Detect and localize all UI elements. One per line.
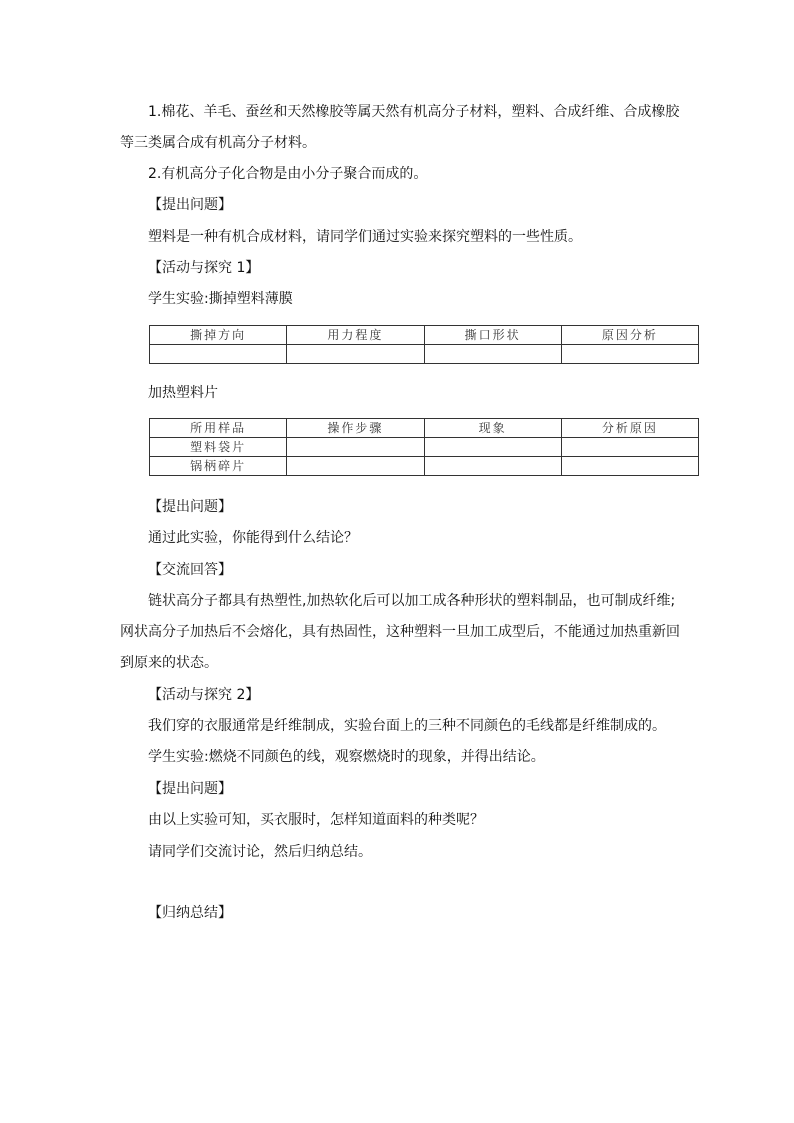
table-header-cell: 分析原因 (561, 419, 698, 438)
table-heat-plastic (149, 418, 699, 476)
table-cell: 塑料袋片 (150, 438, 287, 457)
table-cell[interactable] (561, 457, 698, 476)
table-cell[interactable] (561, 438, 698, 457)
activity-2-line-1: 我们穿的衣服通常是纤维制成，实验台面上的三种不同颜色的毛线都是纤维制成的。 (148, 718, 666, 734)
table-cell[interactable] (287, 438, 424, 457)
answer-line-2: 网状高分子加热后不会熔化，具有热固性，这种塑料一旦加工成型后，不能通过加热重新回 (120, 624, 680, 640)
heading-activity-1: 【活动与探究 1】 (148, 260, 260, 276)
heading-question-1: 【提出问题】 (148, 197, 232, 213)
table-cell[interactable] (150, 345, 287, 364)
heading-summary: 【归纳总结】 (148, 905, 232, 921)
paragraph-1-line-1: 1.棉花、羊毛、蚕丝和天然橡胶等属天然有机高分子材料，塑料、合成纤维、合成橡胶 (148, 104, 680, 120)
heading-question-3: 【提出问题】 (148, 781, 232, 797)
experiment-1-text: 学生实验:撕掉塑料薄膜 (148, 291, 293, 307)
table-row (150, 438, 699, 457)
question-2-text: 通过此实验，你能得到什么结论？ (148, 530, 358, 546)
question-1-text: 塑料是一种有机合成材料，请同学们通过实验来探究塑料的一些性质。 (148, 229, 582, 245)
question-3-line-1: 由以上实验可知，买衣服时，怎样知道面料的种类呢？ (148, 812, 484, 828)
heading-question-2: 【提出问题】 (148, 499, 232, 515)
table-header-cell: 撕口形状 (424, 326, 561, 345)
table-header-cell: 现象 (424, 419, 561, 438)
table-header-cell: 操作步骤 (287, 419, 424, 438)
table-cell: 锅柄碎片 (150, 457, 287, 476)
heat-plastic-text: 加热塑料片 (148, 385, 218, 401)
table-header-cell: 原因分析 (561, 326, 698, 345)
activity-2-line-2: 学生实验:燃烧不同颜色的线，观察燃烧时的现象，并得出结论。 (148, 749, 545, 765)
table-cell[interactable] (424, 457, 561, 476)
table-row (150, 345, 699, 364)
table-header-cell: 所用样品 (150, 419, 287, 438)
table-cell[interactable] (424, 345, 561, 364)
paragraph-1-line-2: 等三类属合成有机高分子材料。 (120, 135, 316, 151)
heading-activity-2: 【活动与探究 2】 (148, 687, 260, 703)
answer-line-3: 到原来的状态。 (120, 655, 218, 671)
table-cell[interactable] (561, 345, 698, 364)
table-header-cell: 撕掉方向 (150, 326, 287, 345)
paragraph-2: 2.有机高分子化合物是由小分子聚合而成的。 (148, 166, 428, 182)
heading-answer: 【交流回答】 (148, 562, 232, 578)
table-cell[interactable] (287, 457, 424, 476)
table-header-row (150, 419, 699, 438)
table-header-row (150, 326, 699, 345)
question-3-line-2: 请同学们交流讨论，然后归纳总结。 (148, 844, 372, 860)
table-row (150, 457, 699, 476)
table-cell[interactable] (424, 438, 561, 457)
table-cell[interactable] (287, 345, 424, 364)
answer-line-1: 链状高分子都具有热塑性,加热软化后可以加工成各种形状的塑料制品，也可制成纤维; (148, 593, 676, 609)
table-header-cell: 用力程度 (287, 326, 424, 345)
table-tear-film (149, 325, 699, 364)
